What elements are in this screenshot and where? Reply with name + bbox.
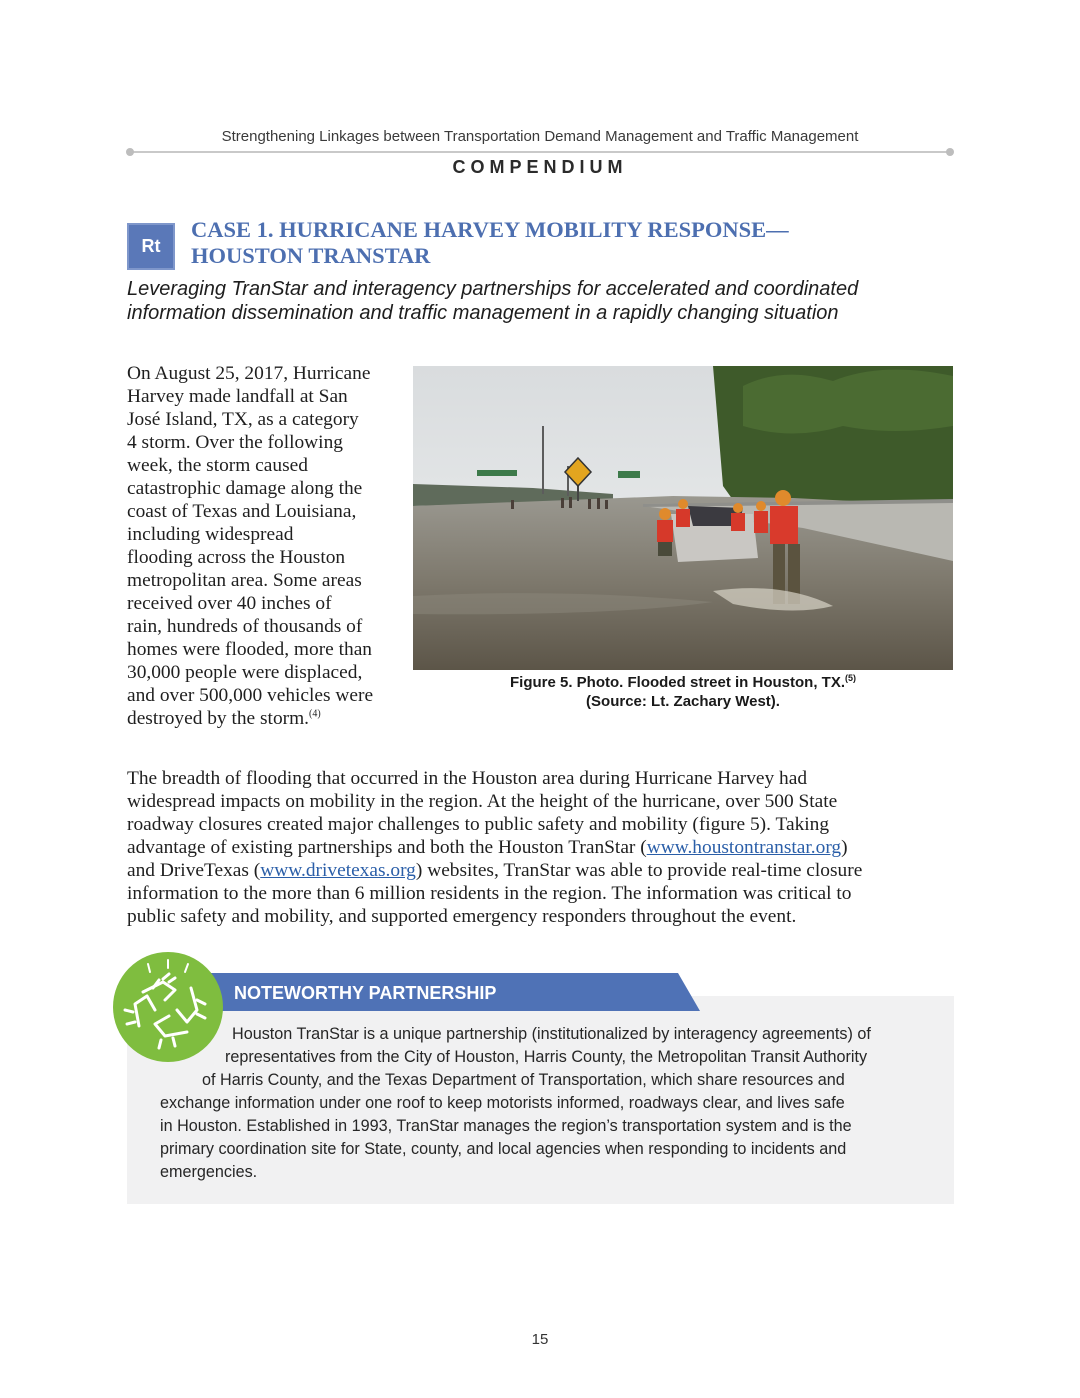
body-paragraph <box>127 767 953 928</box>
intro-line <box>127 707 399 730</box>
flood-scene-illustration <box>413 366 953 670</box>
page-number: 15 <box>531 1331 549 1348</box>
body-line-text: advantage of existing partnerships and both the Houston TranStar ( <box>127 837 647 858</box>
body-line: widespread impacts on mobility in the region. At the height of the hurricane, over 500 State <box>127 791 838 812</box>
intro-line: On August 25, 2017, Hurricane <box>127 363 371 384</box>
body-line: The breadth of flooding that occurred in the Houston area during Hurricane Harvey had <box>127 768 808 789</box>
body-line <box>127 836 953 859</box>
intro-line: homes were flooded, more than <box>127 639 372 660</box>
intro-line: Harvey made landfall at San <box>127 386 348 407</box>
intro-paragraph <box>127 362 399 730</box>
intro-line: metropolitan area. Some areas <box>127 570 362 591</box>
callout-line: Houston TranStar is a unique partnership (institutionalized by interagency agreements) of <box>232 1025 871 1043</box>
case-subtitle <box>127 277 957 325</box>
callout-line: emergencies. <box>160 1163 258 1181</box>
header-rule <box>130 151 950 153</box>
intro-line: rain, hundreds of thousands of <box>127 616 363 637</box>
footnote-ref: (5) <box>845 673 856 683</box>
case-title <box>191 217 951 269</box>
joined-hands-icon-graphic <box>113 952 223 1062</box>
footnote-ref: (4) <box>309 708 321 720</box>
figure-caption-line2: (Source: Lt. Zachary West). <box>586 693 780 710</box>
drivetexas-link[interactable]: www.drivetexas.org <box>260 860 416 881</box>
body-line <box>127 859 953 882</box>
body-line: information to the more than 6 million residents in the region. The information was critical to <box>127 883 852 904</box>
callout-heading: NOTEWORTHY PARTNERSHIP <box>234 983 497 1003</box>
figure-caption <box>413 673 953 711</box>
intro-line: week, the storm caused <box>127 455 308 476</box>
callout-line: representatives from the City of Houston, Harris County, the Metropolitan Transit Authority <box>225 1048 868 1066</box>
figure-caption-text: Figure 5. Photo. Flooded street in Houston, TX. <box>509 674 845 691</box>
section-label: COMPENDIUM <box>452 157 628 177</box>
figure-caption-line1 <box>413 673 953 692</box>
callout-line: primary coordination site for State, county, and local agencies when responding to incidents and <box>160 1140 847 1158</box>
body-line-text: and DriveTexas ( <box>127 860 261 881</box>
body-line: roadway closures created major challenges to public safety and mobility (figure 5). Taking <box>127 814 830 835</box>
intro-line: received over 40 inches of <box>127 593 332 614</box>
flood-photo <box>413 366 953 670</box>
case-title-line2: HOUSTON TRANSTAR <box>191 243 431 268</box>
callout-line: in Houston. Established in 1993, TranStar manages the region’s transportation system and is the <box>160 1117 852 1135</box>
intro-line: 4 storm. Over the following <box>127 432 343 453</box>
body-line-text: ) <box>841 837 848 858</box>
callout-line: of Harris County, and the Texas Department of Transportation, which share resources and <box>202 1071 845 1089</box>
case-badge: Rt <box>127 223 175 270</box>
body-line: public safety and mobility, and supported emergency responders throughout the event. <box>127 906 797 927</box>
intro-line: 30,000 people were displaced, <box>127 662 363 683</box>
body-line-text: ) websites, TranStar was able to provide real-time closure <box>415 860 863 881</box>
intro-line: catastrophic damage along the <box>127 478 363 499</box>
intro-line: flooding across the Houston <box>127 547 346 568</box>
houstontranstar-link[interactable]: www.houstontranstar.org <box>646 837 842 858</box>
intro-line: including widespread <box>127 524 294 545</box>
intro-line: José Island, TX, as a category <box>127 409 359 430</box>
running-head: Strengthening Linkages between Transportation Demand Management and Traffic Management <box>221 128 859 145</box>
case-title-line1: CASE 1. HURRICANE HARVEY MOBILITY RESPONSE— <box>191 217 789 242</box>
intro-line: coast of Texas and Louisiana, <box>127 501 357 522</box>
intro-line: and over 500,000 vehicles were <box>127 685 374 706</box>
joined-hands-icon <box>113 952 223 1062</box>
case-subtitle-line1: Leveraging TranStar and interagency partnerships for accelerated and coordinated <box>127 278 859 300</box>
callout-line: exchange information under one roof to keep motorists informed, roadways clear, and lives safe <box>160 1094 845 1112</box>
case-subtitle-line2: information dissemination and traffic management in a rapidly changing situation <box>127 302 839 324</box>
intro-line-text: destroyed by the storm. <box>127 708 310 729</box>
